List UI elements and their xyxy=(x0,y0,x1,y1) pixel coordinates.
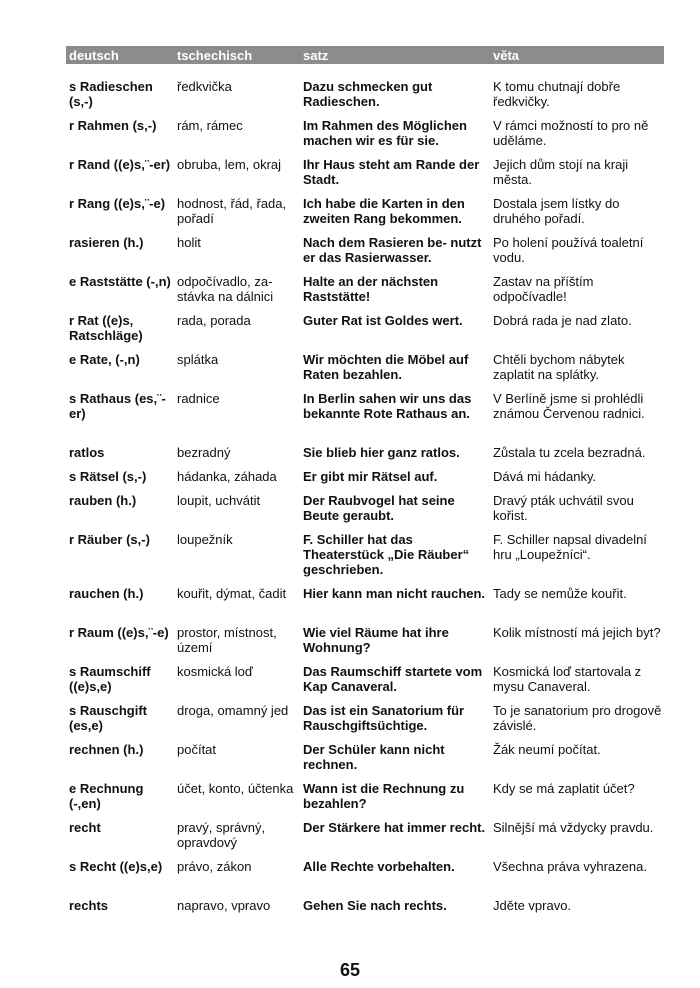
entry-veta: Tady se nemůže kouřit. xyxy=(493,586,627,601)
entry-deutsch: rauchen (h.) xyxy=(69,586,144,601)
entry-deutsch: s Rauschgift (es,e) xyxy=(69,703,148,733)
entry-veta: Po holení používá toaletní vodu. xyxy=(493,235,644,265)
table-row xyxy=(66,157,664,196)
entry-satz: Ihr Haus steht am Rande der Stadt. xyxy=(303,157,480,187)
entry-satz: Sie blieb hier ganz ratlos. xyxy=(303,445,460,460)
entry-veta: Zůstala tu zcela bezradná. xyxy=(493,445,646,460)
entry-tschechisch: pravý, správný, opravdový xyxy=(177,820,266,850)
entry-veta: Dává mi hádanky. xyxy=(493,469,597,484)
entry-veta: Jejich dům stojí na kraji města. xyxy=(493,157,629,187)
entry-deutsch: e Rate, (-,n) xyxy=(69,352,140,367)
entry-tschechisch: právo, zákon xyxy=(177,859,252,874)
entry-tschechisch: ředkvička xyxy=(177,79,232,94)
entry-veta: Jděte vpravo. xyxy=(493,898,572,913)
entry-satz: Wie viel Räume hat ihre Wohnung? xyxy=(303,625,449,655)
table-row xyxy=(66,820,664,859)
entry-deutsch: rauben (h.) xyxy=(69,493,137,508)
table-row xyxy=(66,79,664,118)
table-row xyxy=(66,664,664,703)
entry-veta: Zastav na příštím odpočívadle! xyxy=(493,274,594,304)
entry-veta: Chtěli bychom nábytek zaplatit na splátky. xyxy=(493,352,625,382)
entry-veta: K tomu chutnají dobře ředkvičky. xyxy=(493,79,621,109)
entry-deutsch: e Raststätte (-,n) xyxy=(69,274,171,289)
entry-tschechisch: loupit, uchvátit xyxy=(177,493,261,508)
entry-veta: Dravý pták uchvátil svou kořist. xyxy=(493,493,634,523)
table-body xyxy=(66,79,664,922)
entry-tschechisch: prostor, místnost, území xyxy=(177,625,277,655)
entry-satz: In Berlin sahen wir uns das bekannte Rote Rathaus an. xyxy=(303,391,472,421)
entry-deutsch: recht xyxy=(69,820,101,835)
header-tschechisch: tschechisch xyxy=(177,47,253,63)
entry-deutsch: r Rand ((e)s,¨-er) xyxy=(69,157,171,172)
entry-deutsch: r Rahmen (s,-) xyxy=(69,118,157,133)
header-satz: satz xyxy=(303,47,329,63)
entry-satz: Wir möchten die Möbel auf Raten bezahlen. xyxy=(303,352,469,382)
entry-tschechisch: droga, omamný jed xyxy=(177,703,289,718)
entry-veta: V Berlíně jsme si prohlédli známou Červenou radnici. xyxy=(493,391,645,421)
entry-deutsch: rechnen (h.) xyxy=(69,742,144,757)
entry-tschechisch: hádanka, záhada xyxy=(177,469,277,484)
entry-satz: Gehen Sie nach rechts. xyxy=(303,898,447,913)
entry-deutsch: e Rechnung (-,en) xyxy=(69,781,144,811)
table-row xyxy=(66,118,664,157)
table-row xyxy=(66,235,664,274)
table-row xyxy=(66,445,664,469)
entry-tschechisch: počítat xyxy=(177,742,217,757)
entry-satz: Der Stärkere hat immer recht. xyxy=(303,820,486,835)
entry-tschechisch: hodnost, řád, řada, pořadí xyxy=(177,196,287,226)
entry-veta: Silnější má vždycky pravdu. xyxy=(493,820,654,835)
entry-deutsch: s Radieschen (s,-) xyxy=(69,79,153,109)
entry-satz: Nach dem Rasieren be- nutzt er das Rasierwasser. xyxy=(303,235,482,265)
entry-veta: V rámci možností to pro ně uděláme. xyxy=(493,118,649,148)
entry-tschechisch: bezradný xyxy=(177,445,231,460)
table-row xyxy=(66,391,664,445)
entry-veta: Všechna práva vyhrazena. xyxy=(493,859,647,874)
entry-deutsch: s Recht ((e)s,e) xyxy=(69,859,163,874)
vocabulary-table xyxy=(66,46,664,922)
entry-satz: Dazu schmecken gut Radieschen. xyxy=(303,79,433,109)
entry-tschechisch: rám, rámec xyxy=(177,118,243,133)
entry-satz: Alle Rechte vorbehalten. xyxy=(303,859,455,874)
entry-deutsch: r Raum ((e)s,¨-e) xyxy=(69,625,169,640)
table-row xyxy=(66,898,664,922)
entry-veta: Kosmická loď startovala z mysu Canaveral. xyxy=(493,664,642,694)
entry-satz: Ich habe die Karten in den zweiten Rang bekommen. xyxy=(303,196,465,226)
entry-veta: Dostala jsem lístky do druhého pořadí. xyxy=(493,196,620,226)
entry-satz: Das ist ein Sanatorium für Rauschgiftsüchtige. xyxy=(303,703,465,733)
entry-satz: Hier kann man nicht rauchen. xyxy=(303,586,486,601)
entry-veta: Kolik místností má jejich byt? xyxy=(493,625,661,640)
table-row xyxy=(66,532,664,586)
table-row xyxy=(66,196,664,235)
table-row xyxy=(66,274,664,313)
entry-tschechisch: kosmická loď xyxy=(177,664,253,679)
entry-deutsch: s Rathaus (es,¨-er) xyxy=(69,391,166,421)
entry-satz: Wann ist die Rechnung zu bezahlen? xyxy=(303,781,465,811)
table-row xyxy=(66,859,664,898)
entry-tschechisch: radnice xyxy=(177,391,220,406)
entry-satz: Der Schüler kann nicht rechnen. xyxy=(303,742,445,772)
table-row xyxy=(66,352,664,391)
header-veta: věta xyxy=(493,47,520,63)
table-row xyxy=(66,313,664,352)
entry-veta: F. Schiller napsal divadelní hru „Loupežníci“. xyxy=(493,532,647,562)
entry-satz: Der Raubvogel hat seine Beute geraubt. xyxy=(303,493,455,523)
entry-deutsch: rechts xyxy=(69,898,109,913)
entry-deutsch: s Raumschiff ((e)s,e) xyxy=(69,664,151,694)
entry-veta: To je sanatorium pro drogově závislé. xyxy=(493,703,662,733)
entry-satz: Guter Rat ist Goldes wert. xyxy=(303,313,463,328)
entry-tschechisch: obruba, lem, okraj xyxy=(177,157,282,172)
entry-veta: Kdy se má zaplatit účet? xyxy=(493,781,635,796)
table-row xyxy=(66,781,664,820)
entry-veta: Dobrá rada je nad zlato. xyxy=(493,313,632,328)
entry-tschechisch: rada, porada xyxy=(177,313,251,328)
table-row xyxy=(66,586,664,625)
entry-deutsch: ratlos xyxy=(69,445,105,460)
page-number: 65 xyxy=(339,960,361,980)
entry-veta: Žák neumí počítat. xyxy=(493,742,601,757)
table-row xyxy=(66,742,664,781)
entry-satz: Das Raumschiff startete vom Kap Canaveral. xyxy=(303,664,483,694)
entry-tschechisch: napravo, vpravo xyxy=(177,898,271,913)
header-deutsch: deutsch xyxy=(69,47,119,63)
entry-tschechisch: odpočívadlo, za- stávka na dálnici xyxy=(177,274,274,304)
entry-tschechisch: loupežník xyxy=(177,532,233,547)
table-row xyxy=(66,493,664,532)
entry-tschechisch: splátka xyxy=(177,352,219,367)
entry-deutsch: rasieren (h.) xyxy=(69,235,144,250)
entry-satz: Im Rahmen des Möglichen machen wir es für sie. xyxy=(303,118,467,148)
entry-tschechisch: účet, konto, účtenka xyxy=(177,781,294,796)
table-row xyxy=(66,625,664,664)
table-row xyxy=(66,469,664,493)
table-header xyxy=(66,46,664,64)
entry-deutsch: s Rätsel (s,-) xyxy=(69,469,147,484)
entry-deutsch: r Rang ((e)s,¨-e) xyxy=(69,196,166,211)
entry-satz: Er gibt mir Rätsel auf. xyxy=(303,469,438,484)
entry-satz: Halte an der nächsten Raststätte! xyxy=(303,274,439,304)
table-row xyxy=(66,703,664,742)
entry-tschechisch: holit xyxy=(177,235,201,250)
entry-tschechisch: kouřit, dýmat, čadit xyxy=(177,586,287,601)
entry-satz: F. Schiller hat das Theaterstück „Die Räuber“ geschrieben. xyxy=(303,532,470,577)
entry-deutsch: r Rat ((e)s, Ratschläge) xyxy=(69,313,143,343)
entry-deutsch: r Räuber (s,-) xyxy=(69,532,150,547)
